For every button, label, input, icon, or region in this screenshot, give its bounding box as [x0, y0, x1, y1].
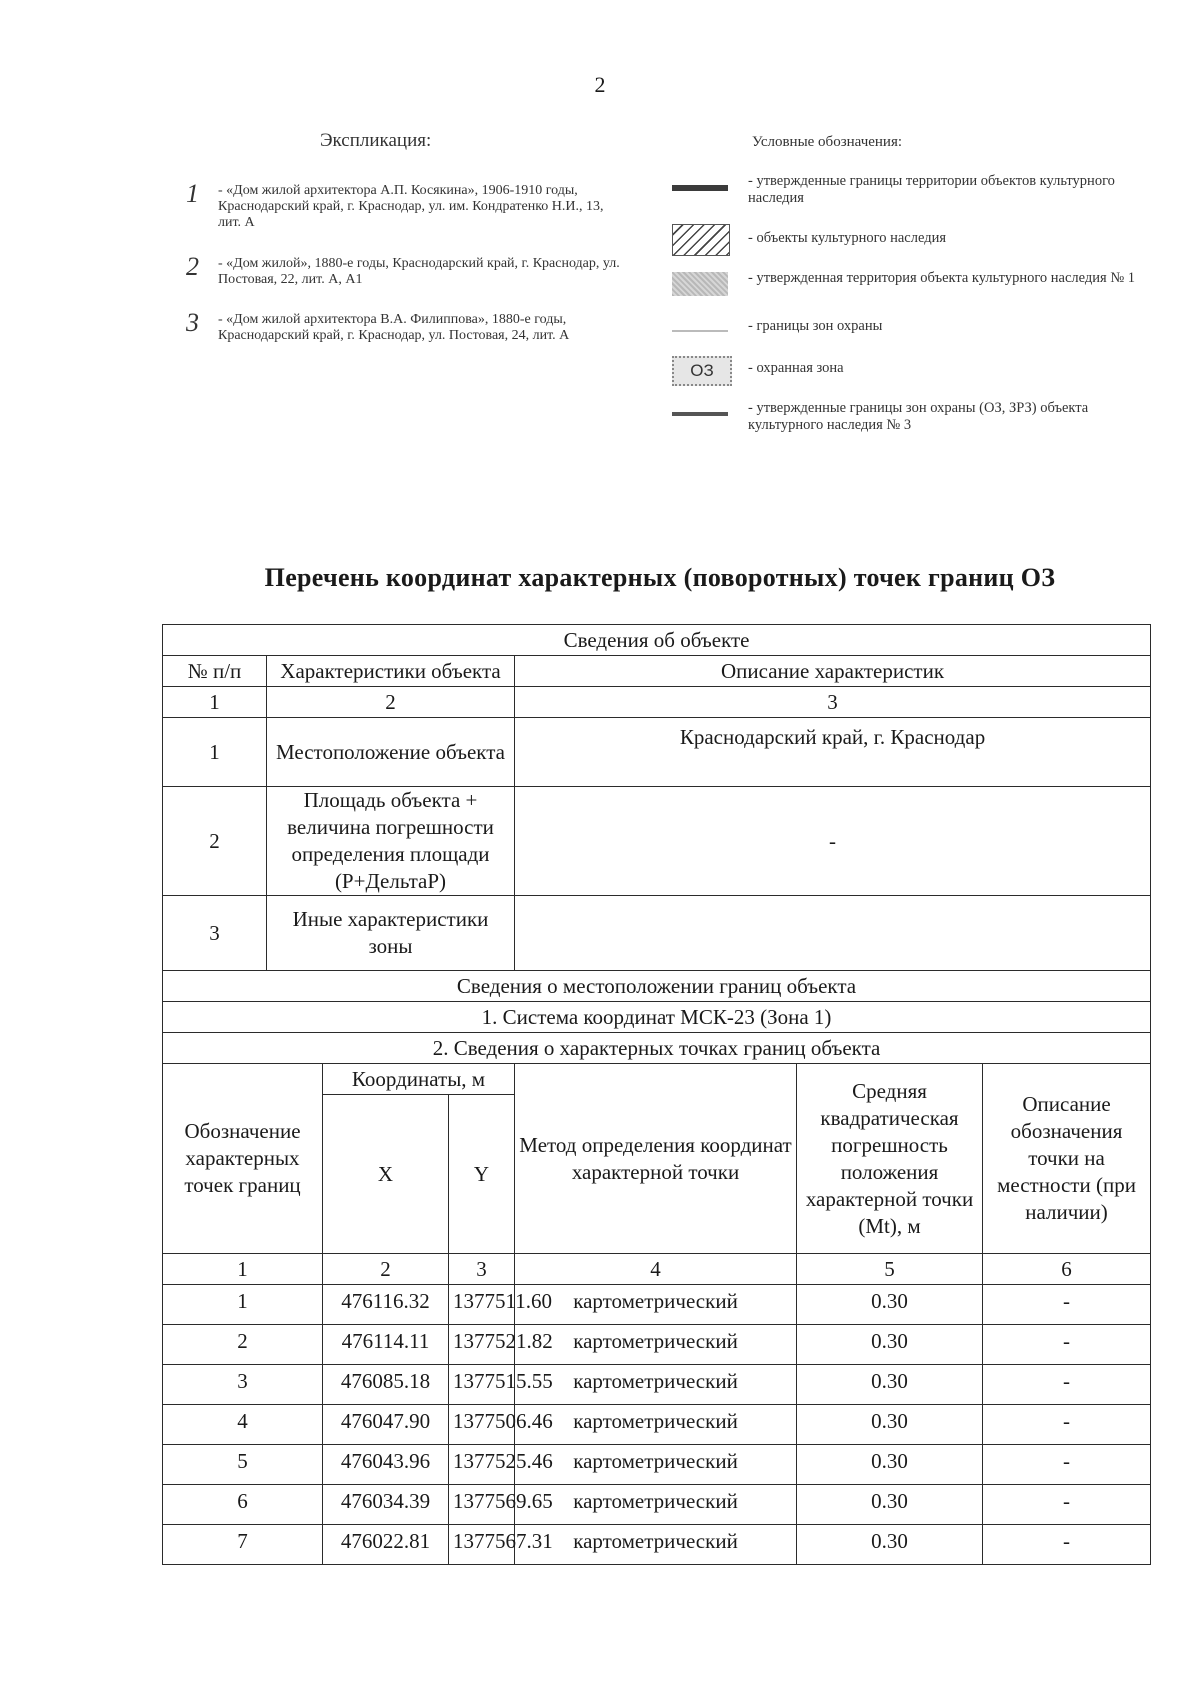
point-mt: 0.30 [797, 1325, 983, 1365]
column-number: 5 [797, 1254, 983, 1285]
method-header: Метод определения координат характерной точки [515, 1064, 797, 1254]
point-x: 476043.96 [323, 1445, 449, 1485]
point-x: 476116.32 [323, 1285, 449, 1325]
x-header: X [323, 1095, 449, 1254]
explication-number: 1 [186, 179, 199, 208]
point-y: 1377506.46 [449, 1405, 515, 1445]
point-mt: 0.30 [797, 1405, 983, 1445]
point-method: картометрический [515, 1405, 797, 1445]
object-info-header: Сведения об объекте [163, 625, 1151, 656]
point-desc: - [983, 1525, 1151, 1565]
legend-row-protection-zone-border [672, 318, 1152, 358]
row-number: 3 [163, 896, 267, 971]
point-id: 4 [163, 1405, 323, 1445]
column-header: Характеристики объекта [267, 656, 515, 687]
characteristic-value: - [515, 787, 1151, 896]
column-number: 2 [267, 687, 515, 718]
point-mt: 0.30 [797, 1365, 983, 1405]
table-row [163, 1485, 1151, 1525]
point-mt: 0.30 [797, 1445, 983, 1485]
characteristic-value: Краснодарский край, г. Краснодар [515, 718, 1151, 787]
explication-number: 3 [186, 308, 199, 337]
points-header: 2. Сведения о характерных точках границ объекта [163, 1033, 1151, 1064]
explication-heading: Экспликация: [320, 130, 432, 151]
explication-text: - «Дом жилой архитектора А.П. Косякина», 1906-1910 годы, Краснодарский край, г. Краснодар, ул. им. Кондратенко Н.И., 13, лит. А [218, 183, 604, 230]
legend-row-approved-zone-border [672, 400, 1152, 440]
legend-text: - утвержденные границы территории объектов культурного наследия [748, 173, 1115, 206]
object-row [163, 787, 1151, 896]
explication-text: - «Дом жилой архитектора В.А. Филиппова», 1880-е годы, Краснодарский край, г. Краснодар, ул. Постовая, 24, лит. А [218, 312, 570, 343]
column-number: 4 [515, 1254, 797, 1285]
column-header: Описание характеристик [515, 656, 1151, 687]
row-number: 1 [163, 718, 267, 787]
point-desc: - [983, 1485, 1151, 1525]
legend-row-okn-territory-border [672, 173, 1152, 213]
oz-label-icon: ОЗ [672, 356, 732, 386]
column-number: 3 [449, 1254, 515, 1285]
document-title: Перечень координат характерных (поворотных) точек границ ОЗ [264, 563, 1056, 592]
point-id: 6 [163, 1485, 323, 1525]
characteristic-name: Иные характеристики зоны [267, 896, 515, 971]
coord-system-row [163, 1002, 1151, 1033]
legend-text: - утвержденная территория объекта культурного наследия № 1 [748, 270, 1136, 286]
row-number: 2 [163, 787, 267, 896]
point-y: 1377515.55 [449, 1365, 515, 1405]
point-method: картометрический [515, 1365, 797, 1405]
legend-text: - границы зон охраны [748, 318, 883, 334]
object-row [163, 896, 1151, 971]
point-method: картометрический [515, 1525, 797, 1565]
characteristic-name: Площадь объекта + величина погрешности определения площади (P+ДельтаP) [267, 787, 515, 896]
point-id: 2 [163, 1325, 323, 1365]
explication-item-1 [186, 179, 626, 231]
explication-text: - «Дом жилой», 1880-е годы, Краснодарский край, г. Краснодар, ул. Постовая, 22, лит. А, А1 [218, 256, 620, 287]
column-number: 6 [983, 1254, 1151, 1285]
thin-border-line-icon [672, 330, 728, 332]
location-header: Сведения о местоположении границ объекта [163, 971, 1151, 1002]
point-method: картометрический [515, 1485, 797, 1525]
point-x: 476114.11 [323, 1325, 449, 1365]
error-header: Средняя квадратическая погрешность положения характерной точки (Mt), м [797, 1064, 983, 1254]
point-desc: - [983, 1325, 1151, 1365]
point-mt: 0.30 [797, 1485, 983, 1525]
legend-row-heritage-objects [672, 224, 1152, 264]
coords-header: Координаты, м [323, 1064, 515, 1095]
object-columns-row [163, 656, 1151, 687]
legend-text: - утвержденные границы зон охраны (ОЗ, ЗРЗ) объекта культурного наследия № 3 [748, 400, 1089, 433]
dark-border-line-icon [672, 412, 728, 416]
point-desc: - [983, 1285, 1151, 1325]
description-header: Описание обозначения точки на местности (при наличии) [983, 1064, 1151, 1254]
location-header-row [163, 971, 1151, 1002]
grey-fill-swatch-icon [672, 272, 728, 296]
characteristic-value [515, 896, 1151, 971]
table-row [163, 1285, 1151, 1325]
legend-row-approved-territory [672, 270, 1152, 310]
column-number: 2 [323, 1254, 449, 1285]
point-mt: 0.30 [797, 1285, 983, 1325]
explication-item-2 [186, 252, 626, 288]
column-number: 3 [515, 687, 1151, 718]
object-info-header-row [163, 625, 1151, 656]
point-x: 476085.18 [323, 1365, 449, 1405]
point-y: 1377511.60 [449, 1285, 515, 1325]
points-columns-row-1 [163, 1064, 1151, 1095]
point-method: картометрический [515, 1285, 797, 1325]
table-row [163, 1525, 1151, 1565]
points-header-row [163, 1033, 1151, 1064]
point-y: 1377567.31 [449, 1525, 515, 1565]
designation-header: Обозначение характерных точек границ [163, 1064, 323, 1254]
point-id: 3 [163, 1365, 323, 1405]
table-row [163, 1445, 1151, 1485]
point-id: 7 [163, 1525, 323, 1565]
point-y: 1377569.65 [449, 1485, 515, 1525]
point-x: 476034.39 [323, 1485, 449, 1525]
point-desc: - [983, 1445, 1151, 1485]
point-mt: 0.30 [797, 1525, 983, 1565]
coord-system: 1. Система координат МСК-23 (Зона 1) [163, 1002, 1151, 1033]
point-id: 1 [163, 1285, 323, 1325]
hatch-pattern-icon [672, 224, 730, 256]
coordinates-table [162, 624, 1151, 1565]
table-row [163, 1325, 1151, 1365]
column-number: 1 [163, 687, 267, 718]
y-header: Y [449, 1095, 515, 1254]
point-desc: - [983, 1365, 1151, 1405]
legend-heading: Условные обозначения: [752, 134, 903, 150]
point-method: картометрический [515, 1445, 797, 1485]
legend-text: - охранная зона [748, 360, 844, 376]
legend-row-protection-zone [672, 356, 1152, 396]
page-number: 2 [594, 72, 606, 97]
point-method: картометрический [515, 1325, 797, 1365]
column-number: 1 [163, 1254, 323, 1285]
point-y: 1377521.82 [449, 1325, 515, 1365]
object-column-numbers-row [163, 687, 1151, 718]
point-y: 1377525.46 [449, 1445, 515, 1485]
object-row [163, 718, 1151, 787]
characteristic-name: Местоположение объекта [267, 718, 515, 787]
table-row [163, 1405, 1151, 1445]
column-header: № п/п [163, 656, 267, 687]
thick-border-line-icon [672, 185, 728, 191]
point-id: 5 [163, 1445, 323, 1485]
point-x: 476047.90 [323, 1405, 449, 1445]
point-desc: - [983, 1405, 1151, 1445]
explication-number: 2 [186, 252, 199, 281]
legend-text: - объекты культурного наследия [748, 230, 946, 246]
points-column-numbers-row [163, 1254, 1151, 1285]
point-x: 476022.81 [323, 1525, 449, 1565]
table-row [163, 1365, 1151, 1405]
explication-item-3 [186, 308, 626, 344]
